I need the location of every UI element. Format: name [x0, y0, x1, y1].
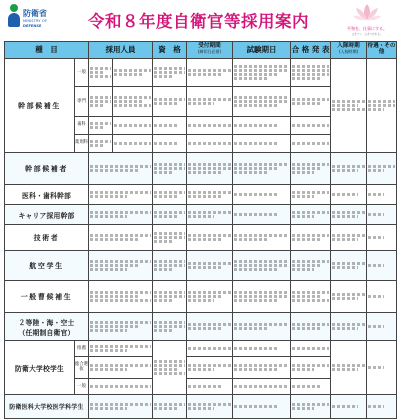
table-row — [5, 205, 397, 225]
table-cell — [233, 395, 291, 419]
slogan-subtext: ひきつぐ、ひきつがれる。 — [351, 33, 383, 36]
slogan-text: 平和を、仕事にする。 — [347, 26, 387, 31]
table-cell — [233, 313, 291, 341]
table-cell — [367, 205, 397, 225]
table-cell — [89, 313, 153, 341]
sub-category-shika: 歯科 — [75, 117, 89, 135]
header-kind: 種 目 — [5, 42, 89, 59]
table-cell — [233, 135, 291, 153]
table-cell — [331, 341, 367, 395]
table-cell — [153, 185, 187, 205]
table-cell — [153, 205, 187, 225]
table-cell — [331, 395, 367, 419]
table-cell — [89, 341, 153, 357]
table-cell — [367, 251, 397, 281]
lotus-icon — [352, 2, 382, 24]
table-cell — [187, 251, 233, 281]
page-header — [0, 0, 400, 40]
header-recruit: 採用人員 — [89, 42, 153, 59]
table-cell — [233, 59, 291, 87]
page-title: 令和８年度自衛官等採用案内 — [88, 12, 309, 31]
table-cell — [331, 59, 367, 153]
header-period-label: 受付期間 — [198, 43, 221, 50]
recruitment-table — [4, 41, 397, 419]
table-cell — [89, 379, 153, 395]
table-cell — [187, 313, 233, 341]
table-cell — [291, 59, 331, 87]
table-cell — [367, 185, 397, 205]
category-kanbu-kohosha: 幹部候補者 — [5, 153, 89, 185]
category-jieikan-kohosei-line2: （任期制自衛官） — [18, 328, 75, 337]
table-cell — [331, 153, 367, 185]
table-cell — [233, 341, 291, 357]
table-cell — [113, 87, 153, 117]
category-ika-shika: 医科・歯科幹部 — [5, 185, 89, 205]
table-cell — [331, 281, 367, 313]
table-cell — [153, 87, 187, 117]
table-cell — [291, 87, 331, 117]
sub-category-yakuzaika: 薬剤科 — [75, 135, 89, 153]
table-header-row — [5, 42, 397, 59]
table-cell — [153, 135, 187, 153]
table-cell — [291, 341, 331, 357]
table-cell — [291, 281, 331, 313]
table-cell — [291, 153, 331, 185]
table-cell — [89, 87, 113, 117]
recruitment-table-container — [4, 41, 396, 411]
table-cell — [331, 225, 367, 251]
table-cell — [291, 251, 331, 281]
table-row — [5, 59, 397, 87]
table-cell — [187, 135, 233, 153]
table-cell — [187, 341, 233, 357]
header-entry — [331, 42, 367, 59]
table-cell — [233, 87, 291, 117]
table-row — [5, 185, 397, 205]
table-cell — [233, 357, 291, 379]
table-cell — [233, 153, 291, 185]
table-cell — [89, 117, 113, 135]
table-cell — [233, 251, 291, 281]
table-cell — [187, 185, 233, 205]
table-cell — [187, 59, 233, 87]
sub-category-ippan: 一般 — [75, 59, 89, 87]
category-career: キャリア採用幹部 — [5, 205, 89, 225]
table-cell — [233, 225, 291, 251]
sub-category-suisen: 推薦 — [75, 341, 89, 357]
table-cell — [233, 281, 291, 313]
table-cell — [291, 117, 331, 135]
table-row — [5, 225, 397, 251]
category-ippan-sokohosei: 一般曹候補生 — [5, 281, 89, 313]
table-cell — [153, 281, 187, 313]
table-cell — [89, 185, 153, 205]
table-cell — [89, 225, 153, 251]
category-jieikan-kohosei-line1: ２等陸・海・空士 — [18, 318, 75, 327]
table-cell — [291, 313, 331, 341]
table-cell — [291, 225, 331, 251]
header-result: 合 格 発 表 — [291, 42, 331, 59]
header-entry-label: 入隊時期 — [337, 43, 360, 50]
slogan-emblem — [338, 2, 396, 38]
table-cell — [367, 59, 397, 153]
category-gijutsusha: 技術者 — [5, 225, 89, 251]
table-cell — [89, 59, 113, 87]
table-cell — [187, 395, 233, 419]
table-cell — [89, 251, 153, 281]
table-cell — [187, 281, 233, 313]
table-cell — [367, 153, 397, 185]
table-cell — [153, 251, 187, 281]
table-cell — [367, 281, 397, 313]
table-cell — [233, 379, 291, 395]
table-cell — [113, 59, 153, 87]
table-cell — [153, 341, 187, 395]
table-cell — [187, 379, 233, 395]
table-cell — [331, 313, 367, 341]
table-cell — [291, 135, 331, 153]
table-cell — [153, 225, 187, 251]
table-cell — [331, 185, 367, 205]
header-period-sub: (締切日必着) — [197, 49, 222, 54]
table-cell — [367, 341, 397, 395]
header-qualification: 資 格 — [153, 42, 187, 59]
table-cell — [291, 205, 331, 225]
table-cell — [187, 205, 233, 225]
category-boei-daigakko: 防衛大学校学生 — [5, 341, 75, 395]
table-cell — [331, 205, 367, 225]
ministry-logo[interactable] — [6, 2, 52, 38]
table-row — [5, 251, 397, 281]
table-cell — [233, 205, 291, 225]
header-treatment: 待遇・その他 — [367, 42, 397, 59]
sub-category-senmon: 専門 — [75, 87, 89, 117]
table-cell — [89, 395, 153, 419]
table-cell — [367, 395, 397, 419]
logo-name: 防衛省 — [23, 9, 47, 18]
table-row — [5, 341, 397, 357]
table-cell — [187, 87, 233, 117]
table-cell — [233, 185, 291, 205]
table-cell — [367, 225, 397, 251]
table-cell — [153, 313, 187, 341]
table-cell — [89, 281, 153, 313]
table-row — [5, 153, 397, 185]
table-row — [5, 281, 397, 313]
table-cell — [153, 395, 187, 419]
table-cell — [89, 153, 153, 185]
table-cell — [89, 205, 153, 225]
table-cell — [113, 117, 153, 135]
category-boei-ika: 防衛医科大学校医学科学生 — [5, 395, 89, 419]
table-cell — [291, 395, 331, 419]
table-cell — [89, 135, 113, 153]
table-row — [5, 313, 397, 341]
category-jieikan-kohosei — [5, 313, 89, 341]
table-cell — [331, 251, 367, 281]
table-cell — [367, 313, 397, 341]
header-exam-date: 試験期日 — [233, 42, 291, 59]
ministry-emblem-icon — [8, 4, 22, 28]
table-cell — [153, 59, 187, 87]
table-cell — [187, 117, 233, 135]
table-cell — [153, 153, 187, 185]
table-cell — [291, 379, 331, 395]
table-cell — [89, 357, 153, 379]
header-entry-sub: (入校時期) — [338, 49, 359, 54]
table-cell — [113, 135, 153, 153]
table-cell — [233, 117, 291, 135]
table-row — [5, 395, 397, 419]
table-cell — [153, 117, 187, 135]
table-cell — [187, 153, 233, 185]
header-period — [187, 42, 233, 59]
logo-english-line1: MINISTRY OF — [23, 19, 47, 23]
table-cell — [291, 357, 331, 379]
table-cell — [187, 225, 233, 251]
category-kanbu-kohosei: 幹部候補生 — [5, 59, 75, 153]
sub-category-sogo-senbatsu: 総合選抜 — [75, 357, 89, 379]
table-cell — [291, 185, 331, 205]
logo-english-line2: DEFENSE — [23, 24, 42, 28]
table-cell — [187, 357, 233, 379]
category-koku-gakusei: 航空学生 — [5, 251, 89, 281]
sub-category-ippan: 一般 — [75, 379, 89, 395]
